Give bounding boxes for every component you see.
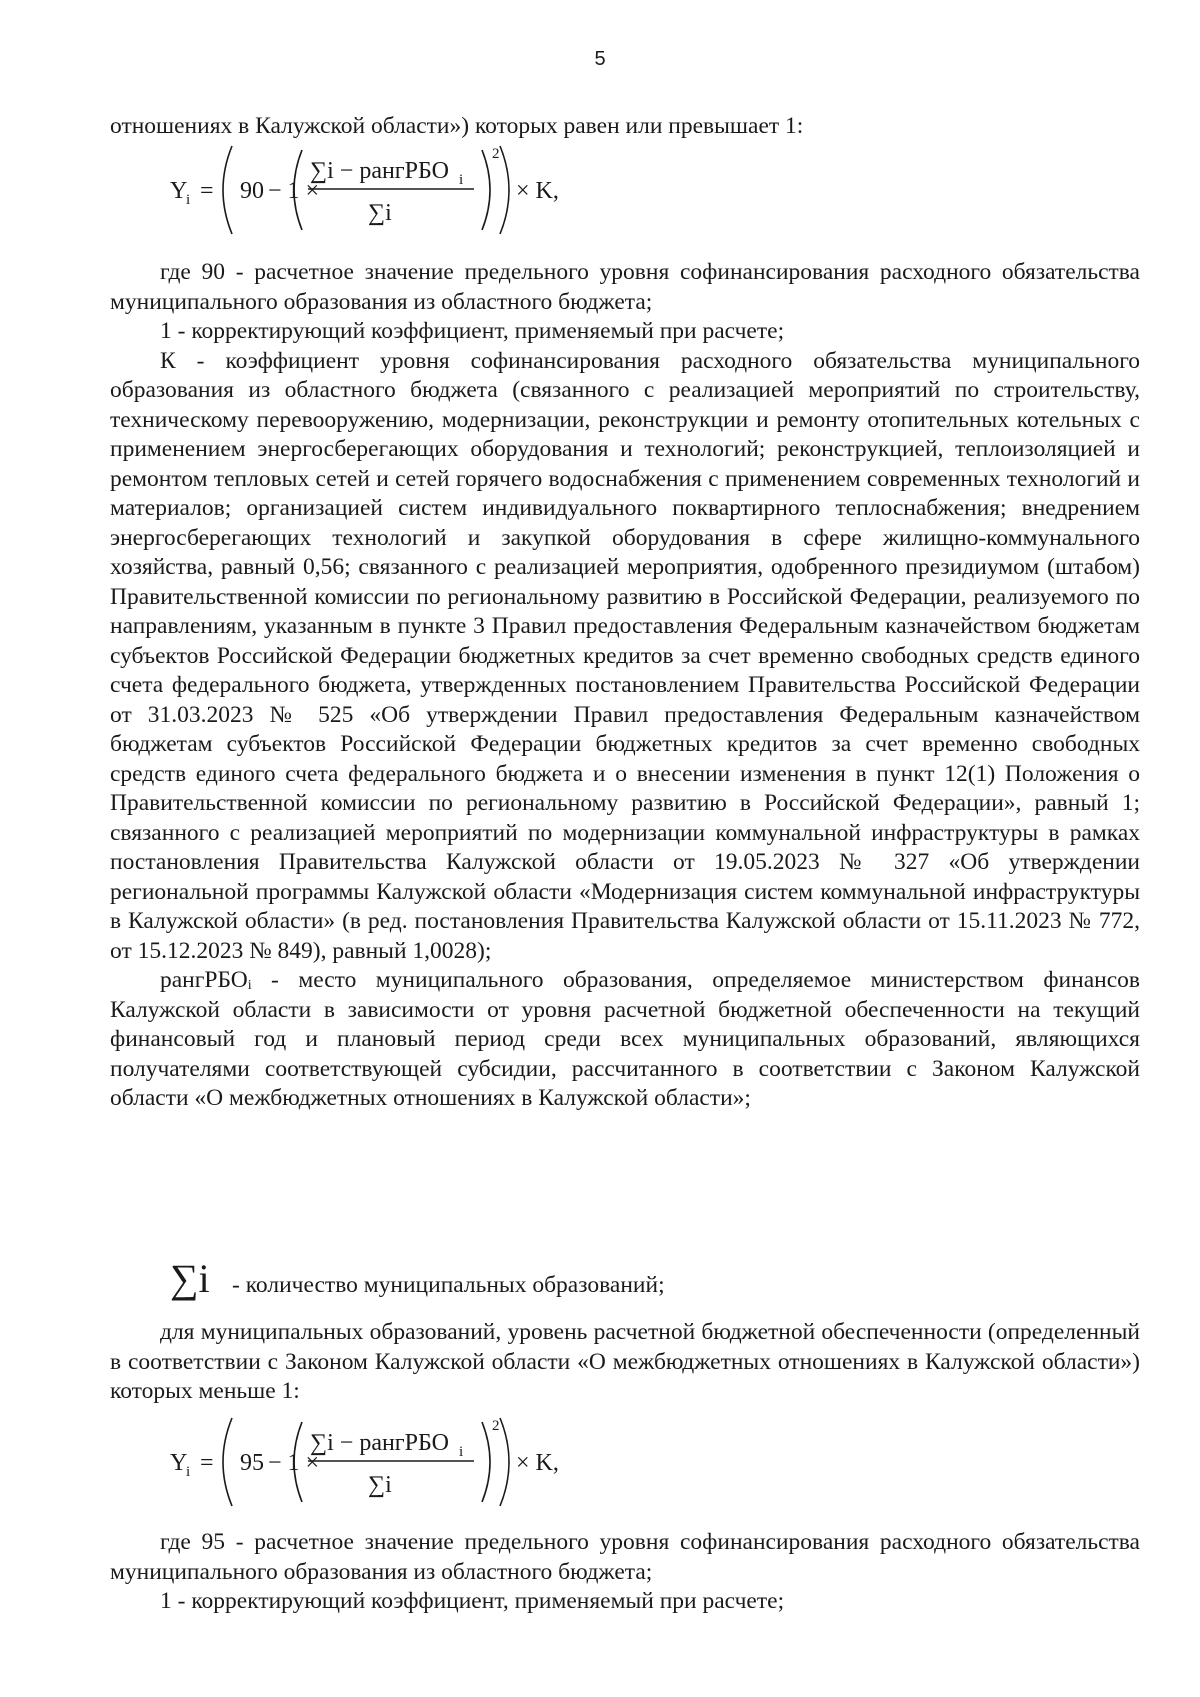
text-block-intro xyxy=(110,112,1140,142)
formula-2-tail: × K, xyxy=(516,1450,559,1476)
sum-definition-text: - количество муниципальных образований; xyxy=(232,1272,665,1298)
formula-1-denominator: ∑i xyxy=(368,200,392,226)
formula-2-svg xyxy=(170,1412,630,1512)
formula-2-inner-right-paren xyxy=(482,1422,490,1502)
paragraph-k-coefficient: К - коэффициент уровня софинансирования расходного обязательства муниципального образования из областного бюджета (связанного с реализацией мероприятий по строительству, техническому перевооружению, модернизации, реконструкции и ремонту отопительных котельных с применением энергосберегающих оборудования и технологий; реконструкцией, теплоизоляцией и ремонтом тепловых сетей и сетей горячего водоснабжения с применением современных технологий и материалов; организацией систем индивидуального поквартирного теплоснабжения; внедрением энергосберегающих технологий и закупкой оборудования в сфере жилищно-коммунального хозяйства, равный 0,56; связанного с реализацией мероприятия, одобренного президиумом (штабом) Правительственной комиссии по региональному развитию в Российской Федерации, реализуемого по направлениям, указанным в пункте 3 Правил предоставления Федеральным казначейством бюджетам субъектов Российской Федерации бюджетных кредитов за счет временно свободных средств единого счета федерального бюджета, утвержденных постановлением Правительства Российской Федерации от 31.03.2023 № 525 «Об утверждении Правил предоставления Федеральным казначейством бюджетам субъектов Российской Федерации бюджетных кредитов за счет временно свободных средств единого счета федерального бюджета и о внесении изменения в пункт 12(1) Положения о Правительственной комиссии по региональному развитию в Российской Федерации», равный 1; связанного с реализацией мероприятий по модернизации коммунальной инфраструктуры в рамках постановления Правительства Калужской области от 19.05.2023 № 327 «Об утверждении региональной программы Калужской области «Модернизация систем коммунальной инфраструктуры в Калужской области» (в ред. постановления Правительства Калужской области от 15.11.2023 № 772, от 15.12.2023 № 849), равный 1,0028); xyxy=(110,347,1140,964)
formula-2-numerator: ∑i − рангРБО xyxy=(310,1430,449,1456)
formula-1-power: 2 xyxy=(492,146,500,162)
formula-2-lhs: Y xyxy=(170,1450,188,1476)
formula-2-numerator-sub: i xyxy=(459,1444,464,1460)
sum-symbol-glyph: ∑i xyxy=(170,1256,210,1301)
formula-1-lhs: Y xyxy=(170,178,188,204)
formula-2-denominator: ∑i xyxy=(368,1472,392,1498)
formula-1-lhs-sub: i xyxy=(186,192,191,208)
formula-2 xyxy=(170,1412,630,1512)
paragraph-correction-coefficient-2: 1 - корректирующий коэффициент, применяемый при расчете; xyxy=(160,1588,785,1614)
paragraph-rank-rbo: рангРБОᵢ - место муниципального образования, определяемое министерством финансов Калужской области в зависимости от уровня расчетной бюджетной обеспеченности на текущий финансовый год и плановый период среди всех муниципальных образований, являющихся получателями соответствующей субсидии, рассчитанного в соответствии с Законом Калужской области «О межбюджетных отношениях в Калужской области»; xyxy=(110,967,1140,1111)
sum-symbol xyxy=(170,1250,230,1306)
formula-1-outer-right-paren xyxy=(500,146,509,234)
sum-definition xyxy=(170,1250,870,1306)
formula-1-numerator-sub: i xyxy=(459,172,464,188)
formula-1-minus-one: − 1 × xyxy=(268,178,320,204)
paragraph-intro-line: отношениях в Калужской области») которых равен или превышает 1: xyxy=(110,113,804,139)
text-block-definitions-1 xyxy=(110,258,1140,1114)
formula-1-outer-left-paren xyxy=(223,146,232,234)
formula-1-base: 90 xyxy=(240,178,264,204)
formula-2-minus-one: − 1 × xyxy=(268,1450,320,1476)
text-block-less-than-one xyxy=(110,1318,1140,1407)
paragraph-where-95: где 95 - расчетное значение предельного уровня софинансирования расходного обязательства муниципального образования из областного бюджета; xyxy=(110,1529,1140,1585)
formula-2-lhs-sub: i xyxy=(186,1464,191,1480)
formula-1-numerator: ∑i − рангРБО xyxy=(310,158,449,184)
formula-1-svg xyxy=(170,140,630,240)
formula-2-base: 95 xyxy=(240,1450,264,1476)
formula-2-power: 2 xyxy=(492,1418,500,1434)
formula-2-outer-left-paren xyxy=(223,1418,232,1506)
text-block-definitions-2 xyxy=(110,1528,1140,1617)
formula-2-outer-right-paren xyxy=(500,1418,509,1506)
formula-2-equals: = xyxy=(200,1450,214,1476)
formula-1-equals: = xyxy=(200,178,214,204)
formula-1-tail: × K, xyxy=(516,178,559,204)
page-number: 5 xyxy=(594,48,606,70)
formula-1 xyxy=(170,140,630,240)
paragraph-less-than-one: для муниципальных образований, уровень расчетной бюджетной обеспеченности (определенный в соответствии с Законом Калужской области «О межбюджетных отношениях в Калужской области») которых меньше 1: xyxy=(110,1319,1140,1404)
paragraph-where-90: где 90 - расчетное значение предельного уровня софинансирования расходного обязательства муниципального образования из областного бюджета; xyxy=(110,259,1140,315)
paragraph-correction-coefficient-1: 1 - корректирующий коэффициент, применяемый при расчете; xyxy=(160,318,785,344)
formula-1-inner-right-paren xyxy=(482,150,490,230)
